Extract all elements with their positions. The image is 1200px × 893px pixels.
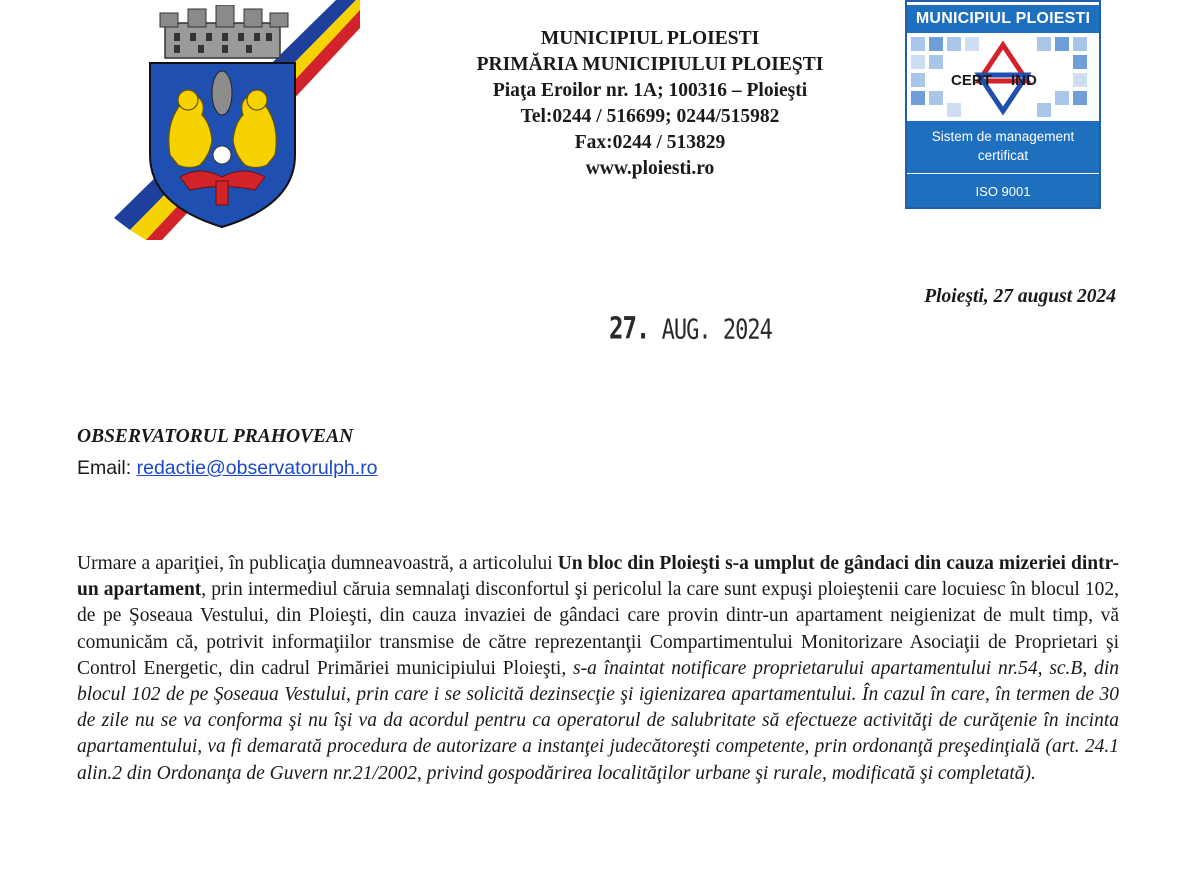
cert-system-line2: certificat bbox=[977, 148, 1029, 163]
cert-standard: ISO 9001 bbox=[975, 184, 1031, 199]
letter-body bbox=[77, 551, 1119, 787]
cert-badge-title: MUNICIPIUL PLOIESTI bbox=[907, 5, 1099, 33]
registration-date-stamp bbox=[609, 311, 772, 346]
ploiesti-coat-of-arms bbox=[140, 5, 305, 230]
email-label: Email: bbox=[77, 457, 132, 479]
header-website: www.ploiesti.ro bbox=[585, 158, 715, 179]
body-notification: s-a înaintat notificare proprietarului apartamentului nr.54, sc.B, din blocul 102 de pe Şoseaua Vestului, prin care i se solicită dezinsecţie şi igienizarea apartamentului. În cazul în care, în termen de 30 de zile nu se va conforma şi nu îşi va da acordul pentru ca operatorul de salubritate să efectueze activităţi de curăţenie în incinta apartamentului, va fi demarată procedura de autorizare a instanţei judecătoreşti competente, prin ordonanţă preşedinţială (art. 24.1 alin.2 din Ordonanţa de Guvern nr.21/2002, privind gospodărirea localităţilor urbane şi rurale, modificată şi completată). bbox=[77, 657, 1119, 784]
letterhead bbox=[400, 26, 900, 182]
svg-text:IND: IND bbox=[1011, 72, 1037, 89]
header-address: Piaţa Eroilor nr. 1A; 100316 – Ploieşti bbox=[492, 80, 808, 101]
header-city-hall: PRIMĂRIA MUNICIPIULUI PLOIEŞTI bbox=[476, 54, 824, 75]
header-fax: Fax:0244 / 513829 bbox=[574, 132, 726, 153]
body-middle: , prin intermediul căruia semnalaţi disconfortul şi pericolul la care sunt expuşi ploieştenii care locuiesc în blocul 102, de pe Şoseaua Vestului, din Ploieşti, din cauza invaziei de gândaci care provin dintr-un apartament neigienizat de mult timp, vă comunicăm că, potrivit informaţiilor transmise de către reprezentanţii Compartimentului Monitorizare Asociaţii de Proprietari şi Control Energetic, din cadrul Primăriei municipiului Ploieşti, bbox=[77, 579, 1119, 679]
email-link[interactable]: redactie@observatorulph.ro bbox=[136, 457, 378, 479]
mural-crown bbox=[160, 5, 288, 58]
svg-text:CERT: CERT bbox=[951, 72, 992, 89]
stamp-month-year: AUG. 2024 bbox=[661, 314, 772, 346]
recipient-name: OBSERVATORUL PRAHOVEAN bbox=[77, 426, 354, 447]
recipient-email-line bbox=[77, 457, 378, 480]
header-phone: Tel:0244 / 516699; 0244/515982 bbox=[520, 106, 780, 127]
header-municipality: MUNICIPIUL PLOIESTI bbox=[540, 28, 760, 49]
body-intro: Urmare a apariţiei, în publicaţia dumneavoastră, a articolului bbox=[77, 553, 558, 574]
cert-badge-footer bbox=[907, 121, 1099, 207]
iso-certification-badge bbox=[905, 0, 1101, 209]
document-date: Ploieşti, 27 august 2024 bbox=[924, 286, 1116, 307]
certind-logo bbox=[907, 33, 1099, 121]
cert-divider bbox=[907, 173, 1099, 174]
stamp-day: 27. bbox=[609, 311, 650, 346]
body-article-title: Un bloc din Ploieşti s-a umplut de gândaci din cauza mizeriei dintr-un apartament bbox=[77, 553, 1119, 601]
cert-system-line1: Sistem de management bbox=[931, 129, 1075, 144]
